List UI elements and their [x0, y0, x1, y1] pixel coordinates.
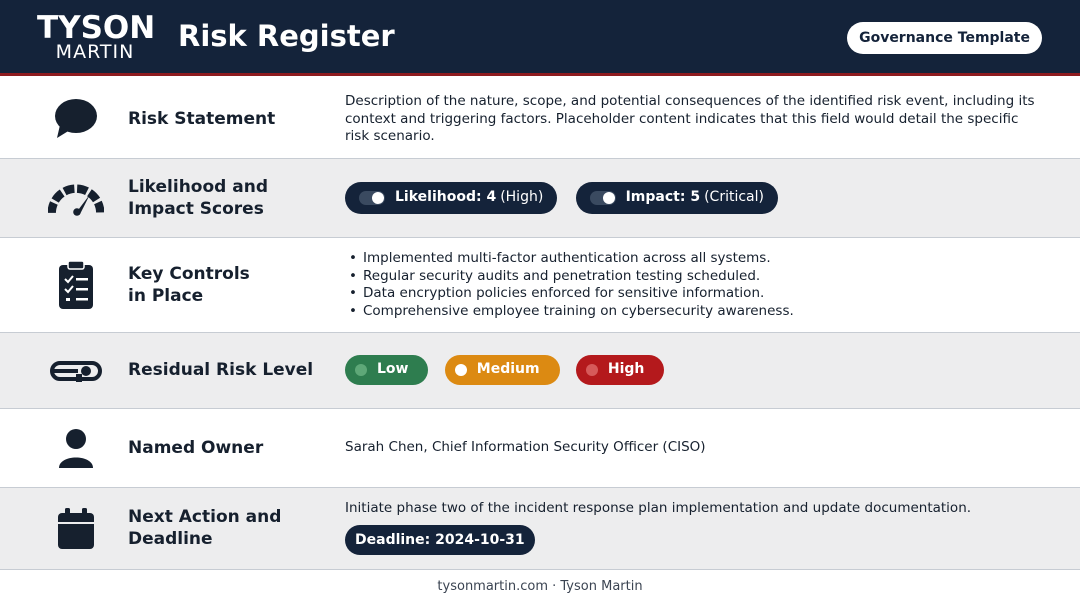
- gauge-icon: [48, 159, 104, 237]
- owner-row: [0, 409, 1080, 488]
- scores-label-line1: Likelihood and: [128, 177, 268, 197]
- impact-note: (Critical): [704, 189, 764, 206]
- impact-value: Impact: 5: [625, 189, 701, 206]
- level-low-label: Low: [377, 361, 409, 378]
- level-medium-pill[interactable]: [445, 355, 560, 385]
- controls-row: [0, 238, 1080, 333]
- toggle-icon: [359, 191, 385, 205]
- risk-statement-label: Risk Statement: [128, 109, 276, 129]
- status-dot: [455, 364, 467, 376]
- risk-statement-text: Description of the nature, scope, and potential consequences of the identified risk event, including its context and triggering factors. Placeholder content indicates that this field would detail the specific risk scenario.: [345, 93, 1035, 144]
- scores-label-line2: Impact Scores: [128, 199, 264, 219]
- action-label-line1: Next Action and: [128, 507, 282, 527]
- owner-text: Sarah Chen, Chief Information Security Officer (CISO): [345, 439, 706, 455]
- status-dot: [586, 364, 598, 376]
- residual-levels: [345, 355, 1045, 385]
- action-row: [0, 488, 1080, 570]
- action-text: Initiate phase two of the incident response plan implementation and update documentation.: [345, 500, 972, 516]
- footer-credit: tysonmartin.com · Tyson Martin: [437, 579, 643, 594]
- controls-list: [345, 250, 1045, 320]
- toggle-link-icon: [48, 333, 104, 408]
- likelihood-note: (High): [500, 189, 544, 206]
- header-bar: [0, 0, 1080, 76]
- list-item: • Data encryption policies enforced for sensitive information.: [345, 285, 1045, 303]
- controls-label-line2: in Place: [128, 286, 204, 306]
- person-icon: [48, 409, 104, 487]
- likelihood-pill: [345, 182, 557, 214]
- governance-template-badge[interactable]: Governance Template: [847, 22, 1042, 54]
- status-dot: [355, 364, 367, 376]
- logo: [37, 10, 156, 63]
- impact-pill: [576, 182, 778, 214]
- likelihood-value: Likelihood: 4: [395, 189, 497, 206]
- residual-row: [0, 333, 1080, 409]
- risk-statement-row: [0, 79, 1080, 159]
- toggle-icon: [590, 191, 616, 205]
- level-low-pill[interactable]: [345, 355, 428, 385]
- page-title: Risk Register: [178, 19, 395, 53]
- scores-label: [128, 176, 268, 220]
- owner-label: Named Owner: [128, 438, 264, 458]
- calendar-icon: [48, 488, 104, 569]
- list-item: • Regular security audits and penetration testing scheduled.: [345, 268, 1045, 286]
- level-high-pill[interactable]: [576, 355, 665, 385]
- speech-bubble-icon: [48, 79, 104, 158]
- deadline-badge: Deadline: 2024-10-31: [345, 525, 535, 555]
- action-body: [345, 500, 1045, 555]
- scores-pills: [345, 182, 1045, 214]
- level-medium-label: Medium: [476, 361, 540, 378]
- action-label: [128, 506, 281, 550]
- clipboard-checklist-icon: [48, 238, 104, 332]
- controls-label: [128, 263, 250, 307]
- action-label-line2: Deadline: [128, 529, 213, 549]
- logo-top-text: TYSON: [37, 10, 156, 46]
- logo-bottom-text: MARTIN: [55, 41, 135, 63]
- controls-label-line1: Key Controls: [128, 264, 250, 284]
- scores-row: [0, 159, 1080, 238]
- list-item: • Implemented multi-factor authentication across all systems.: [345, 250, 1045, 268]
- list-item: • Comprehensive employee training on cybersecurity awareness.: [345, 303, 1045, 321]
- residual-label: Residual Risk Level: [128, 360, 314, 380]
- level-high-label: High: [607, 361, 645, 378]
